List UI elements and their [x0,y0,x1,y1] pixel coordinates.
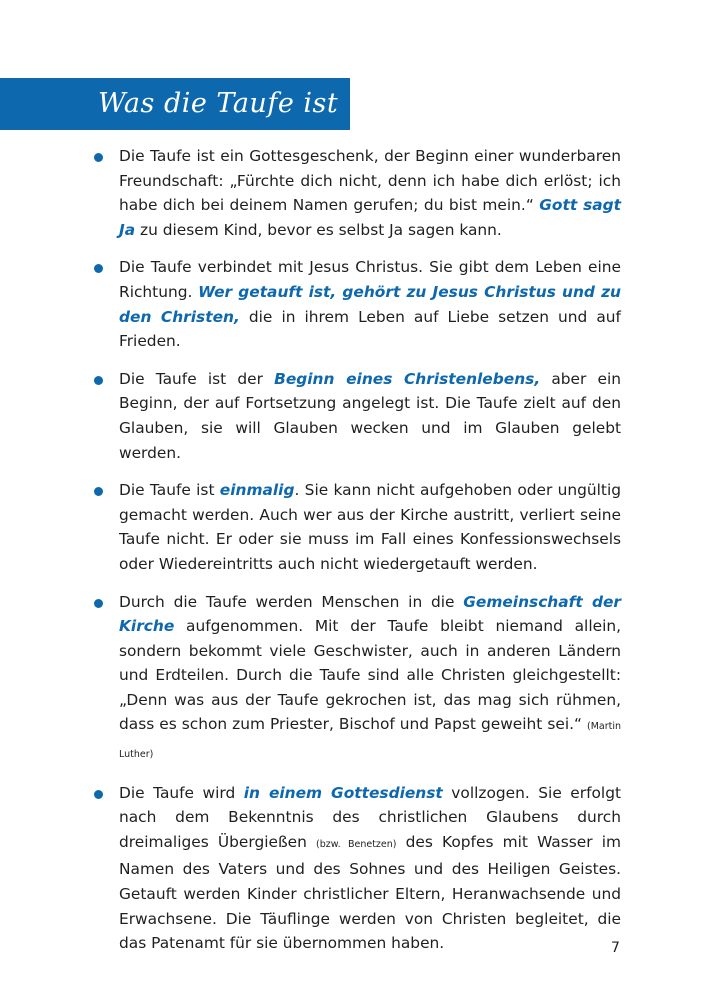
list-item [94,478,621,576]
list-item [94,255,621,353]
emphasis-text: Gott sagt Ja [119,196,622,239]
title-banner [0,78,350,130]
bullet-icon [94,153,103,162]
list-item-text: Die Taufe wird in einem Gottesdienst vollzogen. Sie erfolgt nach dem Bekenntnis des christlichen Glaubens durch dreimaliges Übergießen (bzw. Benetzen) des Kopfes mit Wasser im Namen des Vaters und des Sohnes und des Heiligen Geistes. Getauft werden Kinder christlicher Eltern, Heranwachsende und Erwachsene. Die Täuflinge werden von Christen begleitet, die das Patenamt für sie übernommen haben. [119,783,622,953]
page-title: Was die Taufe ist [98,88,339,119]
bullet-icon [94,790,103,799]
parenthetical-note: (bzw. Benetzen) [316,838,397,850]
list-item [94,590,621,768]
page-number: 7 [611,940,620,956]
bullet-icon [94,376,103,385]
list-item-text: Durch die Taufe werden Menschen in die Gemeinschaft der Kirche aufgenommen. Mit der Taufe bleibt niemand allein, sondern bekommt viele Geschwister, auch in anderen Ländern und Erdteilen. Durch die Taufe sind alle Christen gleichgestellt: „Denn was aus der Taufe gekrochen ist, das mag sich rühmen, dass es schon zum Priester, Bischof und Papst geweiht sei.“ (Martin Luther) [119,592,621,761]
emphasis-text: Gemeinschaft der Kirche [119,592,621,636]
citation-source: (Martin Luther) [119,721,621,761]
emphasis-text: einmalig [219,481,295,500]
emphasis-text: Wer getauft ist, gehört zu Jesus Christus und zu den Christen, [119,282,621,326]
list-item [94,367,621,465]
bullet-list [94,144,621,969]
list-item-text: Die Taufe ist einmalig. Sie kann nicht aufgehoben oder ungültig gemacht werden. Auch wer aus der Kirche austritt, verliert seine Taufe nicht. Er oder sie muss im Fall eines Konfessionswechsels oder Wiedereintritts auch nicht wiedergetauft werden. [119,481,621,573]
bullet-icon [94,264,103,273]
emphasis-text: Beginn eines Christenlebens, [274,369,541,388]
list-item-text: Die Taufe ist ein Gottesgeschenk, der Beginn einer wunderbaren Freundschaft: „Fürchte dich nicht, denn ich habe dich erlöst; ich habe dich bei deinem Namen gerufen; du bist mein.“ Gott sagt Ja zu diesem Kind, bevor es selbst Ja sagen kann. [119,147,622,239]
list-item [94,781,621,956]
list-item-text: Die Taufe ist der Beginn eines Christenlebens, aber ein Beginn, der auf Fortsetzung angelegt ist. Die Taufe zielt auf den Glauben, sie will Glauben wecken und im Glauben gelebt werden. [119,369,621,462]
bullet-icon [94,599,103,608]
list-item-text: Die Taufe verbindet mit Jesus Christus. Sie gibt dem Leben eine Richtung. Wer getauft ist, gehört zu Jesus Christus und zu den Christen, die in ihrem Leben auf Liebe setzen und auf Frieden. [119,258,621,351]
list-item [94,144,621,242]
bullet-icon [94,487,103,496]
emphasis-text: in einem Gottesdienst [243,783,443,802]
